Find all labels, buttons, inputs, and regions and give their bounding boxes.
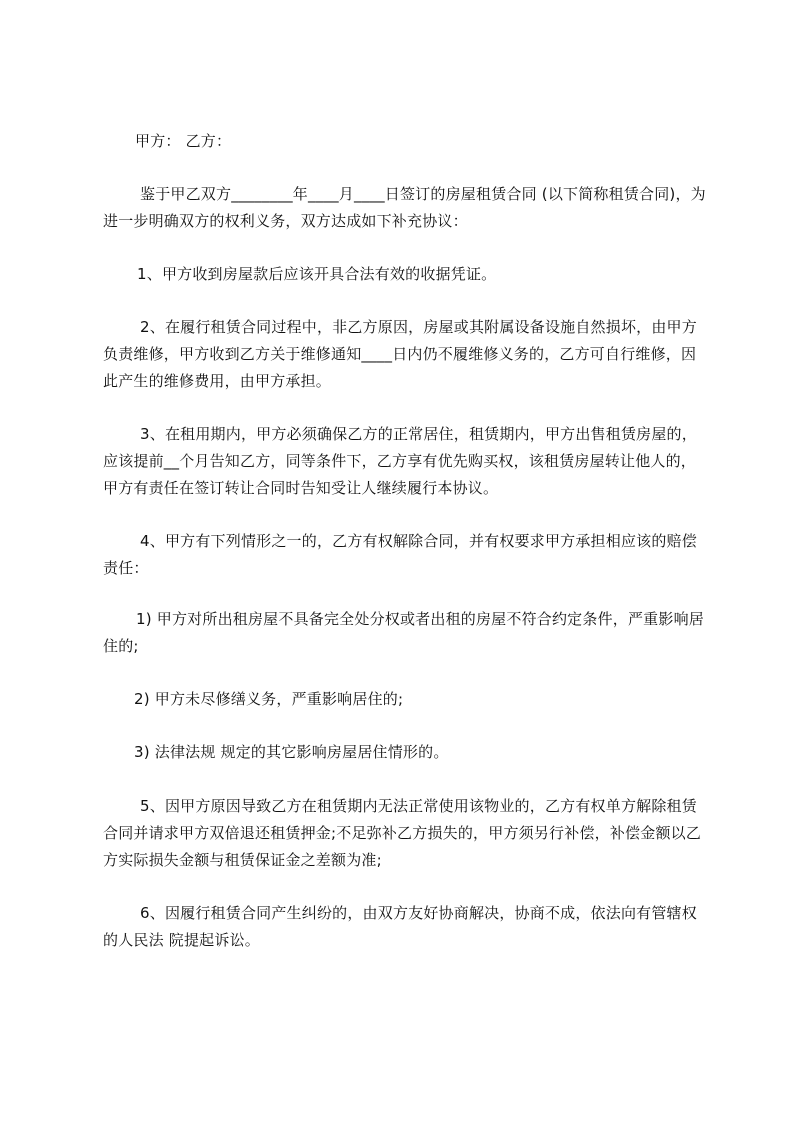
clause-4-item-3: 3) 法律法规 规定的其它影响房屋居住情形的。	[134, 743, 449, 761]
clause-4-item-2: 2) 甲方未尽修缮义务，严重影响居住的;	[134, 690, 404, 708]
intro-paragraph: 鉴于甲乙双方________年____月____日签订的房屋租赁合同 (以下简称租赁合同)，为进一步明确双方的权利义务，双方达成如下补充协议：	[103, 185, 706, 230]
clause-4: 4、甲方有下列情形之一的，乙方有权解除合同，并有权要求甲方承担相应该的赔偿责任：	[103, 532, 697, 577]
clause-6: 6、因履行租赁合同产生纠纷的，由双方友好协商解决，协商不成，依法向有管辖权的人民法 院提起诉讼。	[103, 904, 697, 949]
clause-3: 3、在租用期内，甲方必须确保乙方的正常居住，租赁期内，甲方出售租赁房屋的，应该提前__个月告知乙方，同等条件下，乙方享有优先购买权，该租赁房屋转让他人的，甲方有责任在签订转让合同时告知受让人继续履行本协议。	[103, 425, 697, 497]
clause-1: 1、甲方收到房屋款后应该开具合法有效的收据凭证。	[137, 265, 497, 283]
clause-5: 5、因甲方原因导致乙方在租赁期内无法正常使用该物业的，乙方有权单方解除租赁合同并请求甲方双倍退还租赁押金;不足弥补乙方损失的，甲方须另行补偿，补偿金额以乙方实际损失金额与租赁保证金之差额为准;	[103, 797, 702, 869]
clause-4-item-1: 1) 甲方对所出租房屋不具备完全处分权或者出租的房屋不符合约定条件，严重影响居住的;	[103, 610, 704, 655]
parties-line: 甲方： 乙方：	[135, 132, 232, 150]
clause-2: 2、在履行租赁合同过程中，非乙方原因，房屋或其附属设备设施自然损坏，由甲方负责维修，甲方收到乙方关于维修通知____日内仍不履维修义务的，乙方可自行维修，因此产生的维修费用，由甲方承担。	[103, 318, 697, 390]
